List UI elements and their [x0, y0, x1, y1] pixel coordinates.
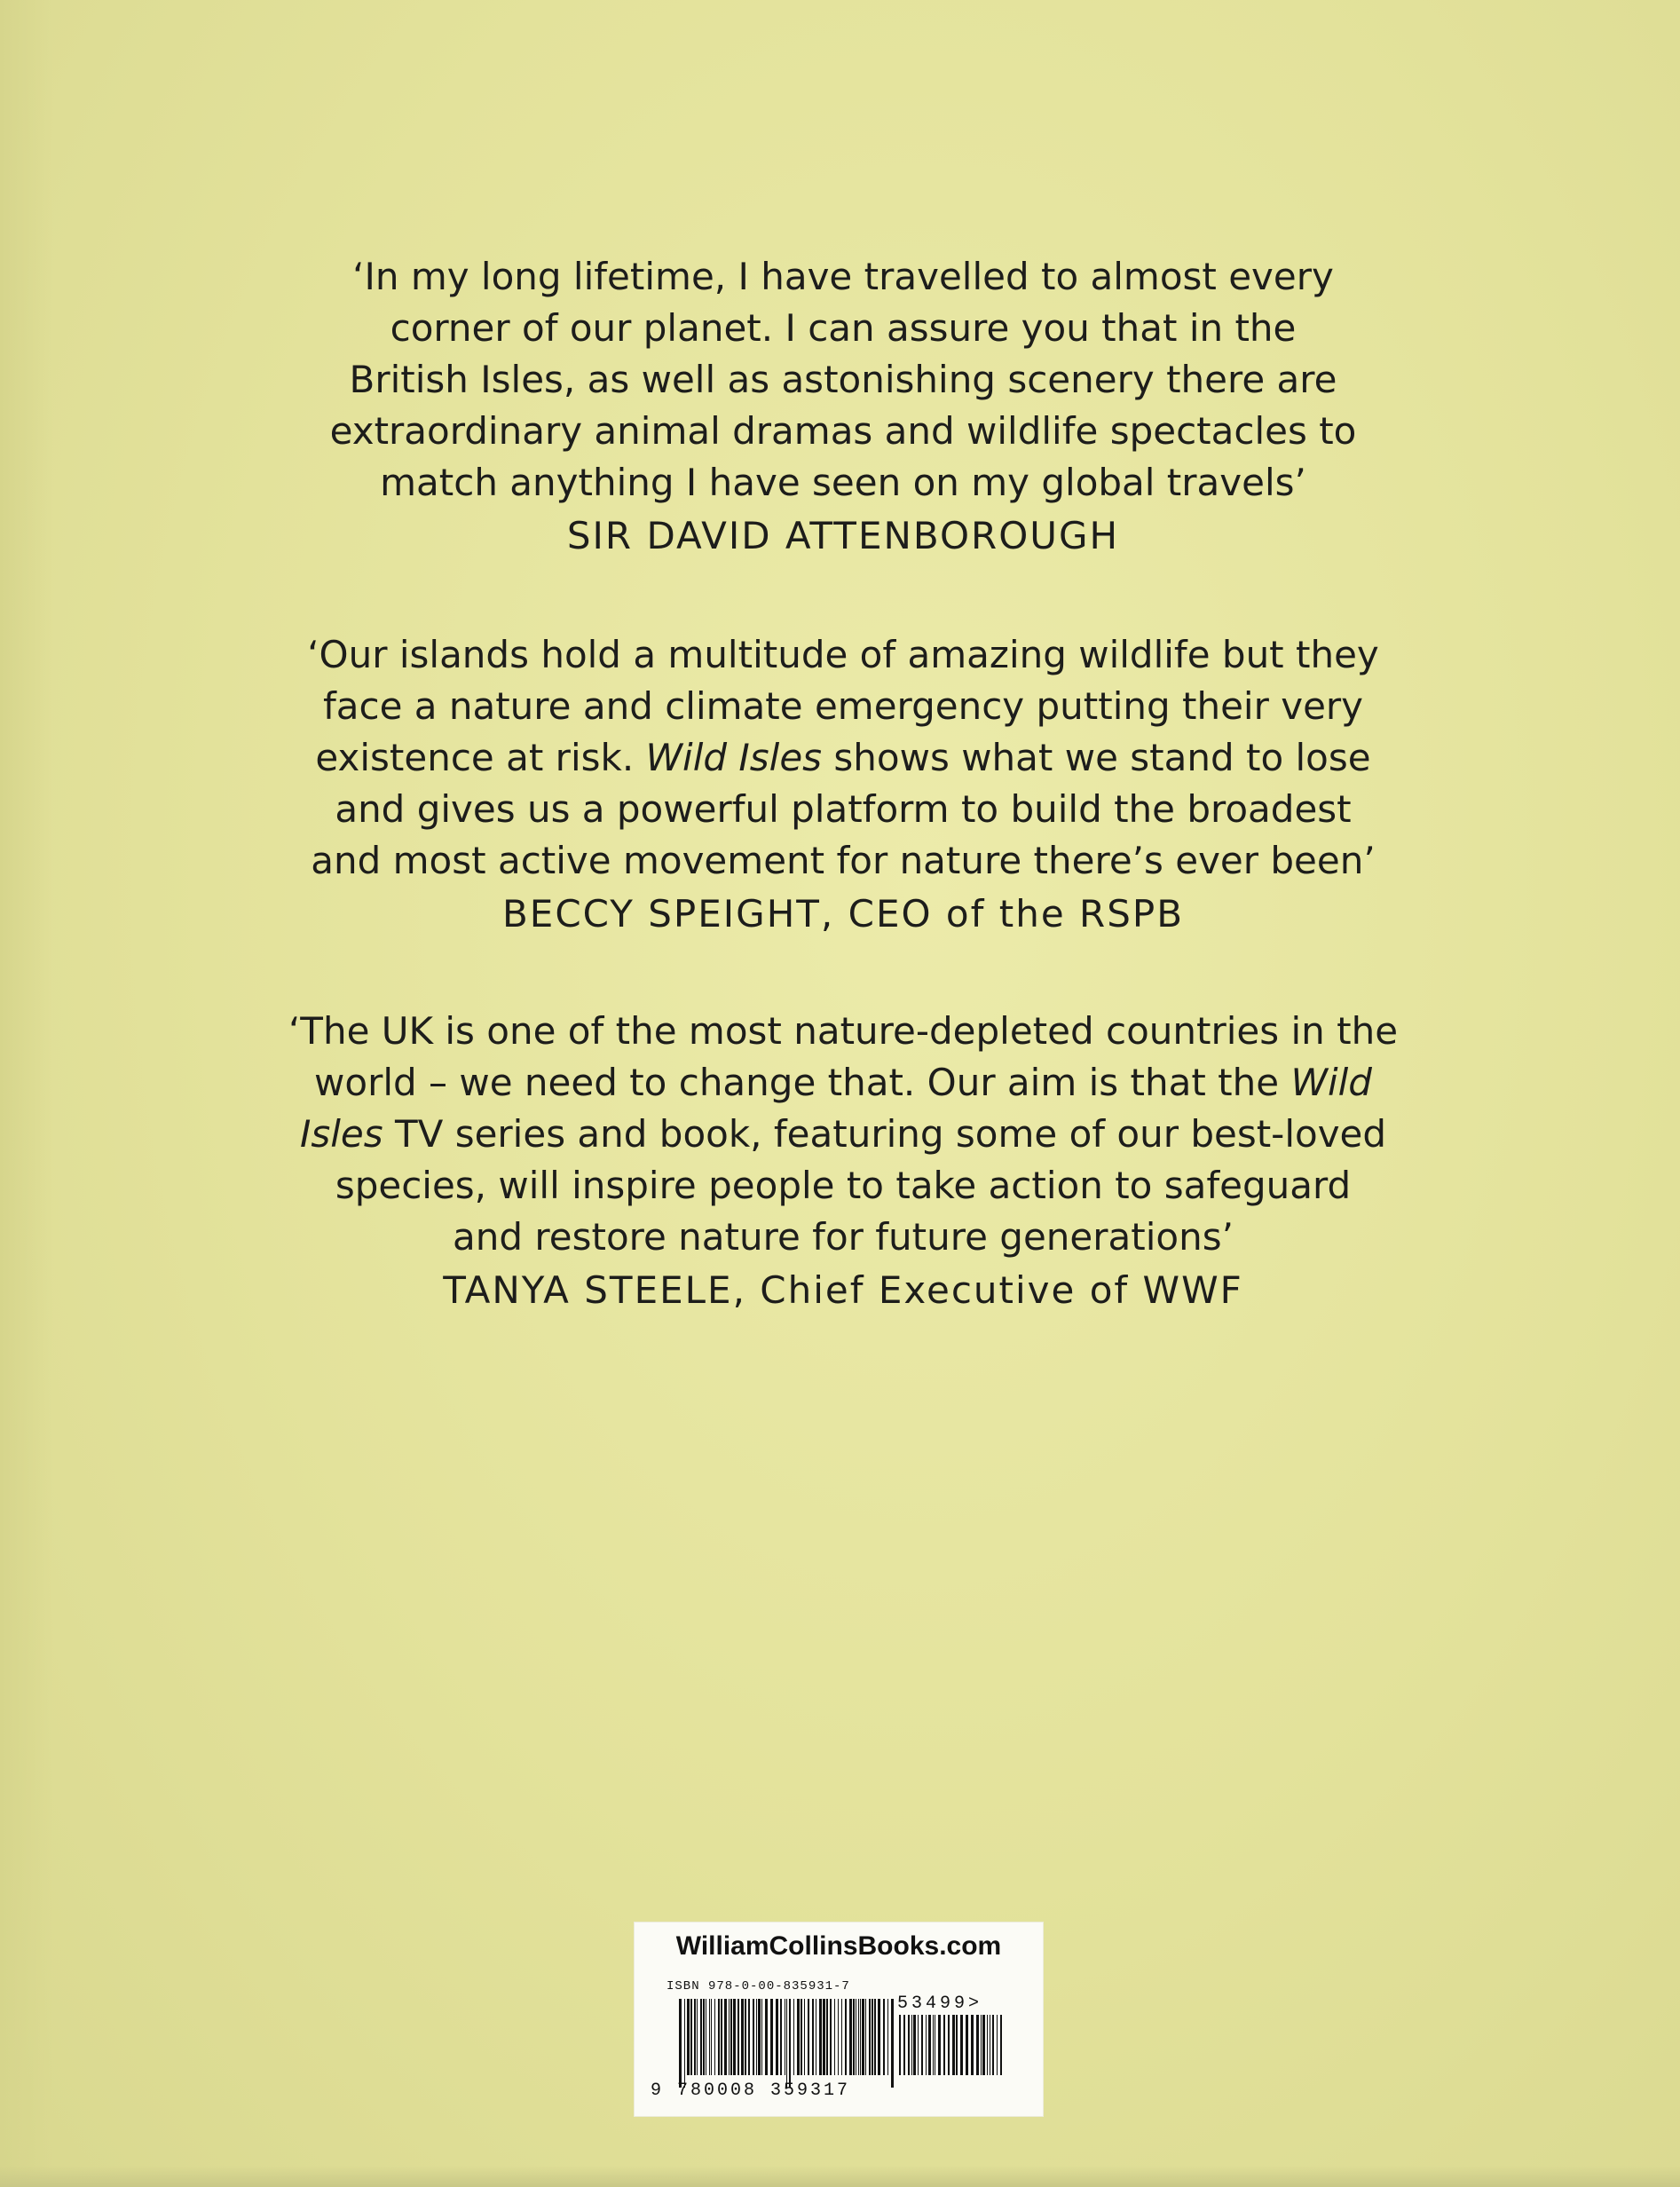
barcode-bar	[891, 1999, 894, 2088]
publisher-website: WilliamCollinsBooks.com	[675, 1931, 1002, 1961]
barcode-bar	[928, 2015, 931, 2075]
isbn-label: ISBN 978-0-00-835931-7	[666, 1979, 850, 1994]
barcode-bar	[687, 1999, 690, 2075]
barcode-bar	[849, 1999, 852, 2075]
barcode-bar	[943, 2015, 945, 2075]
barcode-bar	[981, 2015, 982, 2075]
quote-attribution: SIR DAVID ATTENBOROUGH	[566, 514, 1120, 557]
barcode-bar	[971, 2015, 974, 2075]
barcode-bar	[737, 1999, 739, 2075]
barcode-bar	[1000, 2015, 1002, 2075]
barcode-bar	[697, 1999, 698, 2075]
barcode-bar	[786, 1999, 787, 2088]
barcode-bar	[789, 1999, 791, 2088]
barcode-bar	[694, 1999, 696, 2075]
barcode-bar	[956, 2015, 958, 2075]
quote-text	[266, 629, 1420, 887]
barcode-bar	[948, 2015, 950, 2075]
barcode-bar	[911, 2015, 912, 2075]
barcode-bar	[976, 2015, 979, 2075]
barcode-bar	[853, 1999, 855, 2075]
barcode-bar	[826, 1999, 828, 2075]
barcode-bar	[756, 1999, 757, 2075]
barcode-bar	[845, 1999, 847, 2075]
barcode-bar	[761, 1999, 762, 2075]
barcode-main-bars	[677, 1999, 897, 2088]
barcode-bar	[899, 2015, 901, 2075]
barcode-bar	[823, 1999, 825, 2075]
barcode-bar	[714, 1999, 715, 2075]
barcode-bar	[878, 1999, 880, 2075]
barcode-bar	[745, 1999, 746, 2075]
barcode-bar	[721, 1999, 722, 2075]
italic-title: Wild Isles	[645, 736, 823, 779]
cover-left-shadow	[0, 0, 53, 2187]
barcode-bar	[865, 1999, 866, 2075]
barcode-bar	[938, 2015, 941, 2075]
barcode-bar	[982, 2015, 985, 2075]
barcode-bar	[733, 1999, 736, 2075]
barcode-bar	[992, 2015, 994, 2075]
barcode-bar	[730, 1999, 732, 2075]
barcode-bar	[862, 1999, 864, 2075]
quote-run: ‘Our islands hold a multitude of amazing wildlife but they face a nature and climate emergency putting their very existence at risk.	[307, 633, 1379, 779]
barcode-bar	[703, 1999, 705, 2075]
quote-run: ‘In my long lifetime, I have travelled to almost every corner of our planet. I can assure you that in the British Isles, as well as astonishing scenery there are extraordinary animal dramas and wildlife spectacles to match anything I have seen on my global travels’	[329, 255, 1357, 504]
barcode-bar	[952, 2015, 955, 2075]
barcode-bar	[690, 1999, 692, 2075]
barcode-bar	[883, 1999, 885, 2075]
barcode-bar	[753, 1999, 754, 2075]
barcode-addon-digits	[897, 1994, 982, 2014]
barcode-bar	[780, 1999, 782, 2075]
barcode-bar	[997, 2015, 998, 2075]
barcode-addon-bars	[897, 2015, 1004, 2088]
quote-block-speight	[266, 629, 1420, 940]
barcode-bar	[770, 1999, 773, 2075]
barcode-bar	[908, 2015, 910, 2075]
barcode-bar	[987, 2015, 988, 2075]
addon-symbol: >	[968, 1994, 983, 2014]
quote-attribution: BECCY SPEIGHT, CEO of the RSPB	[501, 892, 1185, 936]
barcode-bar	[913, 2015, 916, 2075]
barcode-bar	[960, 2015, 963, 2075]
barcode-bar	[711, 1999, 712, 2075]
barcode-bar	[918, 2015, 919, 2075]
quote-text	[266, 251, 1420, 509]
barcode-bar	[830, 1999, 832, 2075]
barcode-bar	[729, 1999, 730, 2075]
barcode-bar	[841, 1999, 842, 2075]
barcode-bar	[765, 1999, 768, 2075]
barcode-bar	[758, 1999, 761, 2075]
barcode-bar	[684, 1999, 685, 2088]
quote-block-attenborough	[266, 251, 1420, 562]
barcode-bar	[869, 1999, 871, 2075]
quote-block-steele	[266, 1006, 1420, 1316]
quote-attribution: TANYA STEELE, Chief Executive of WWF	[443, 1268, 1243, 1312]
quote-run: TV series and book, featuring some of our best-loved species, will inspire people to take action to safeguard and restore nature for future generations’	[335, 1112, 1387, 1259]
barcode-bar	[797, 1999, 800, 2075]
barcode-bar	[834, 1999, 835, 2075]
barcode-bar	[812, 1999, 814, 2075]
barcode-bar	[724, 1999, 727, 2075]
barcode-bar	[921, 2015, 923, 2075]
italic-title: Wild Isles	[299, 1061, 1372, 1156]
barcode-bar	[801, 1999, 802, 2075]
barcode-bar	[887, 1999, 888, 2075]
barcode-bar	[808, 1999, 809, 2075]
barcode-bar	[819, 1999, 822, 2075]
quote-run: shows what we stand to lose and gives us a powerful platform to build the broadest and most active movement for nature there’s ever been’	[311, 736, 1376, 882]
barcode-bar	[741, 1999, 744, 2075]
barcode-bar	[858, 1999, 859, 2075]
addon-digits: 53499	[897, 1994, 969, 2014]
barcode-bar	[776, 1999, 778, 2075]
barcode-bar	[966, 2015, 968, 2075]
barcode-bar	[793, 1999, 794, 2075]
barcode-main-digits: 9 780008 359317	[651, 2080, 851, 2101]
barcode-bar	[700, 1999, 702, 2075]
barcode-bar	[718, 1999, 720, 2075]
quote-text	[266, 1006, 1420, 1263]
barcode-bar	[748, 1999, 750, 2075]
barcode-bar	[872, 1999, 873, 2075]
barcode-bar	[679, 1999, 682, 2088]
cover-bottom-shadow	[0, 2166, 1680, 2187]
barcode-bar	[709, 1999, 710, 2075]
quote-run: ‘The UK is one of the most nature-depleted countries in the world – we need to change that. Our aim is that the	[288, 1009, 1399, 1104]
barcode-bar	[838, 1999, 839, 2075]
barcode-bar	[874, 1999, 876, 2075]
barcode-bar	[903, 2015, 905, 2075]
barcode-bar	[804, 1999, 805, 2075]
barcode-bar	[926, 2015, 927, 2075]
barcode-bar	[933, 2015, 934, 2075]
barcode-bar	[860, 1999, 861, 2075]
barcode-sticker	[635, 1923, 1043, 2116]
